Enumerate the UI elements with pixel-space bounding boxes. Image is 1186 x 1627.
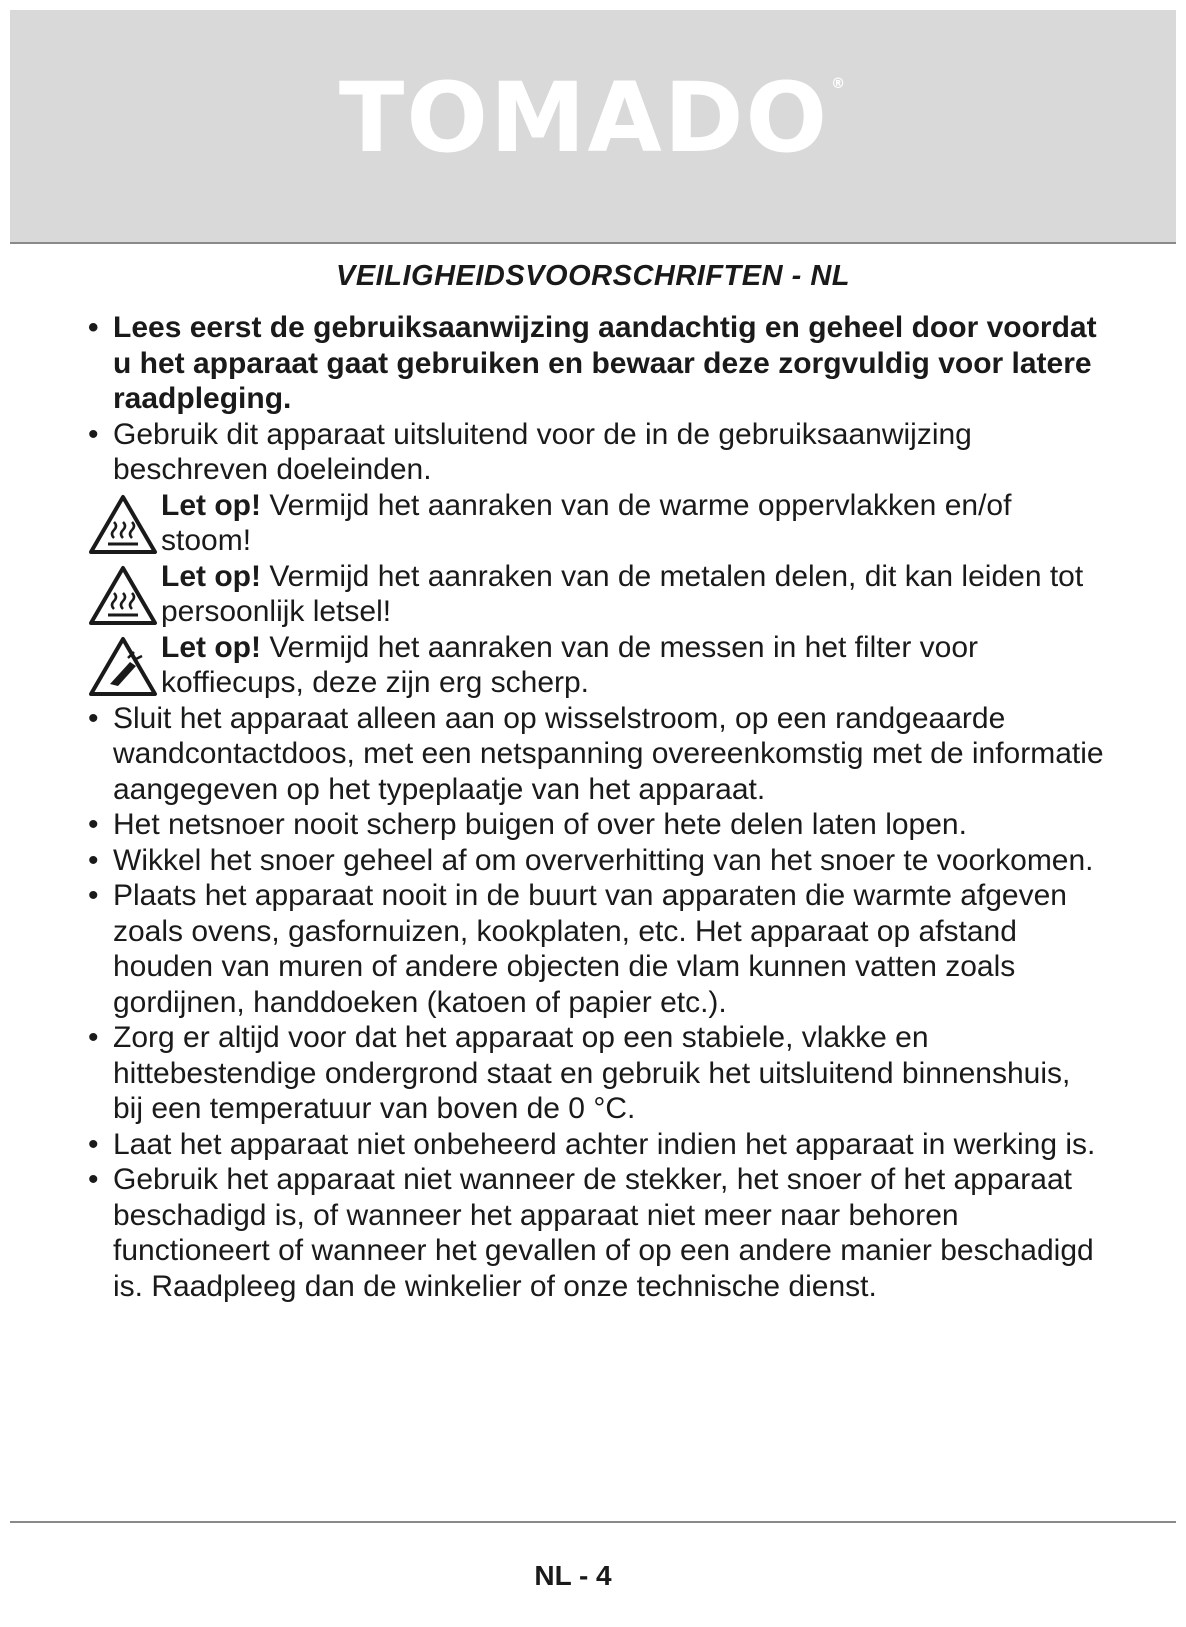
list-item: • Gebruik dit apparaat uitsluitend voor de in de gebruiksaanwijzing beschreven doeleinden.: [88, 417, 1108, 488]
list-item: • Zorg er altijd voor dat het apparaat op een stabiele, vlakke en hittebestendige ondergrond staat en gebruik het uitsluitend binnenshuis, bij een temperatuur van boven de 0 °C.: [88, 1020, 1108, 1127]
brand-logo: [10, 62, 1176, 174]
registered-mark: ®: [831, 76, 848, 92]
warning-text: Vermijd het aanraken van de messen in het filter voor koffiecups, deze zijn erg scherp.: [161, 630, 979, 699]
safety-list: [88, 310, 1108, 1304]
warning-text: Vermijd het aanraken van de metalen delen, dit kan leiden tot persoonlijk letsel!: [161, 559, 1084, 628]
warning-item: [88, 488, 1108, 559]
list-item: • Plaats het apparaat nooit in de buurt van apparaten die warmte afgeven zoals ovens, gasfornuizen, kookplaten, etc. Het apparaat op afstand houden van muren of andere objecten die vlam kunnen vatten zoals gordijnen, handdoeken (katoen of papier etc.).: [88, 878, 1108, 1020]
header-divider: [10, 242, 1176, 244]
warning-item: [88, 559, 1108, 630]
footer-divider: [10, 1521, 1176, 1523]
list-item: • Wikkel het snoer geheel af om oververhitting van het snoer te voorkomen.: [88, 843, 1108, 879]
warning-label: Let op!: [161, 559, 261, 593]
list-item: • Laat het apparaat niet onbeheerd achter indien het apparaat in werking is.: [88, 1127, 1108, 1163]
page-number: NL - 4: [534, 1560, 612, 1591]
header-band: [10, 10, 1176, 242]
hot-surface-warning-icon: [88, 565, 158, 627]
list-item: • Sluit het apparaat alleen aan op wisselstroom, op een randgeaarde wandcontactdoos, met een netspanning overeenkomstig met de informatie aangegeven op het typeplaatje van het apparaat.: [88, 701, 1108, 808]
warning-label: Let op!: [161, 630, 261, 664]
warning-item: [88, 630, 1108, 701]
list-item: • Gebruik het apparaat niet wanneer de stekker, het snoer of het apparaat beschadigd is, of wanneer het apparaat niet meer naar behoren functioneert of wanneer het gevallen of op een andere manier beschadigd is. Raadpleeg dan de winkelier of onze technische dienst.: [88, 1162, 1108, 1304]
warning-text: Vermijd het aanraken van de warme oppervlakken en/of stoom!: [161, 488, 1012, 557]
list-item: • Het netsnoer nooit scherp buigen of over hete delen laten lopen.: [88, 807, 1108, 843]
brand-name: TOMADO: [338, 62, 830, 174]
page-title: VEILIGHEIDSVOORSCHRIFTEN - NL: [336, 260, 850, 292]
hot-surface-warning-icon: [88, 494, 158, 556]
list-item: • Lees eerst de gebruiksaanwijzing aandachtig en geheel door voordat u het apparaat gaat gebruiken en bewaar deze zorgvuldig voor latere raadpleging.: [88, 310, 1108, 417]
sharp-blade-warning-icon: [88, 636, 158, 698]
warning-label: Let op!: [161, 488, 261, 522]
